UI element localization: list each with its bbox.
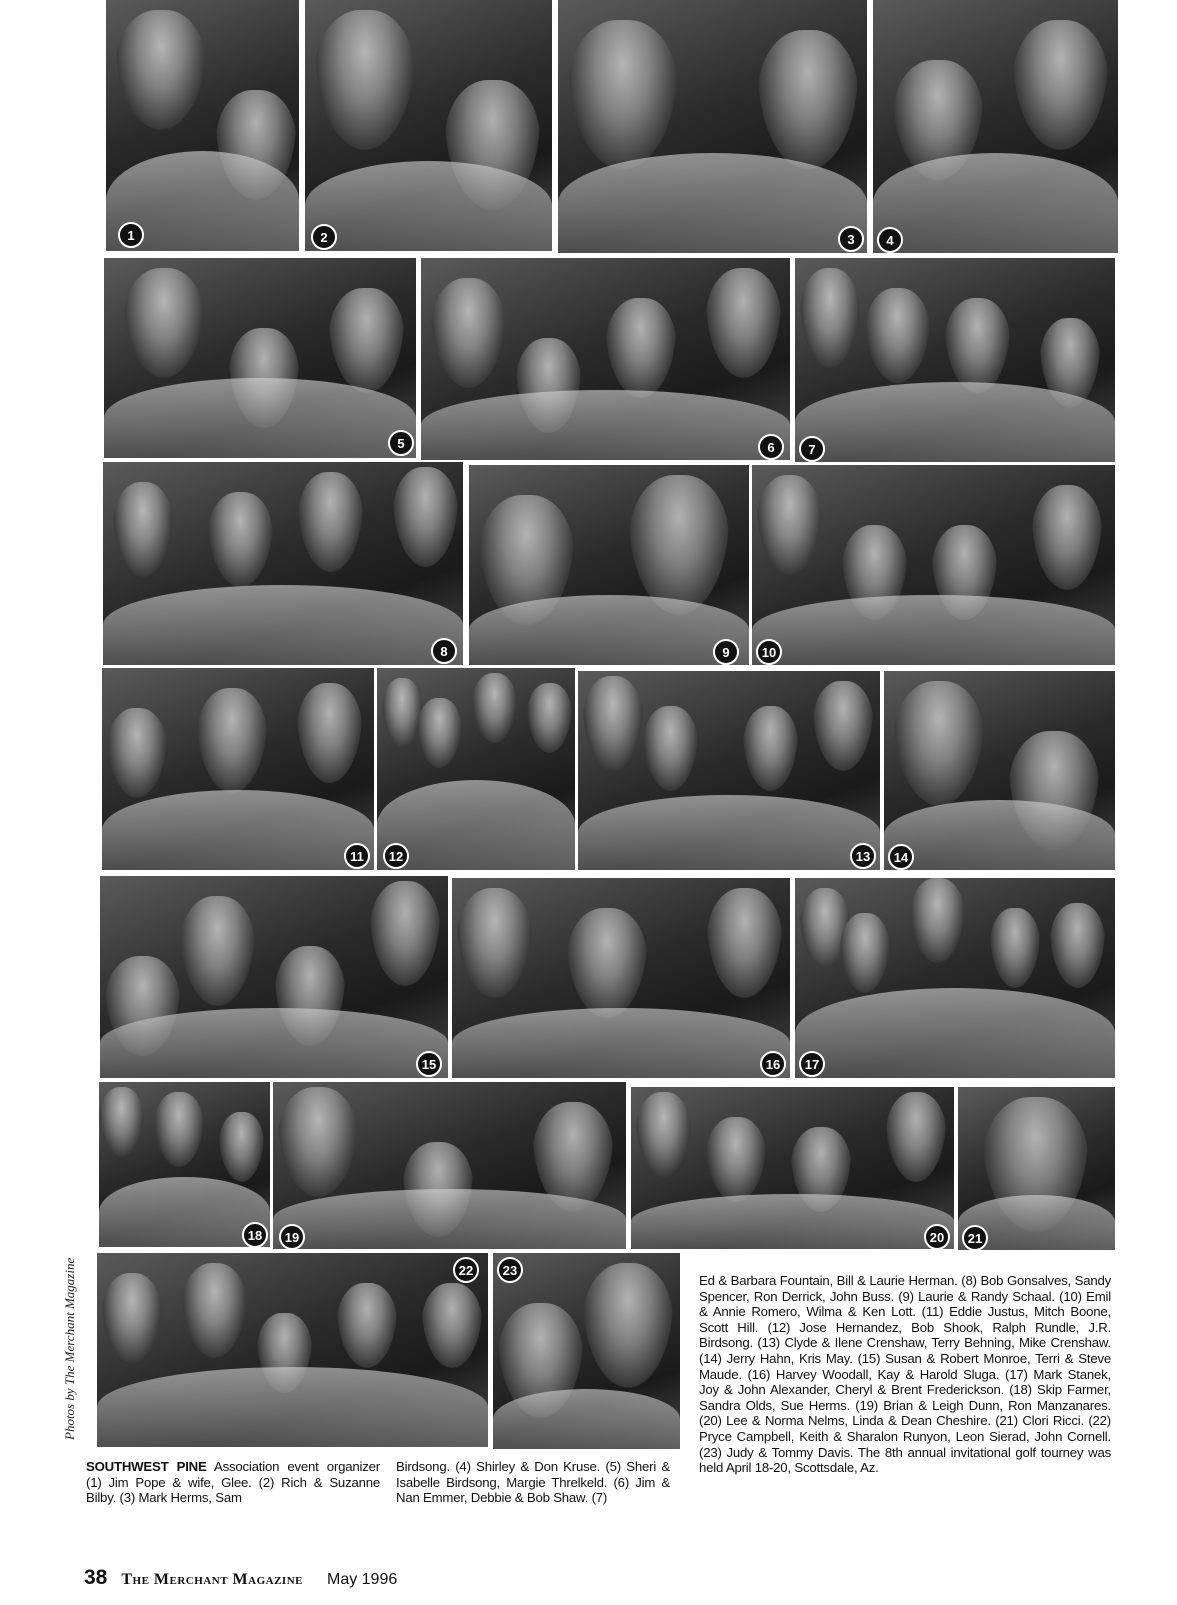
photo-10 [752,465,1115,665]
photo-number-badge: 2 [311,224,337,250]
photo-12 [377,668,575,870]
caption-column-1 [86,1459,380,1506]
photo-19 [273,1082,626,1249]
photo-7 [795,258,1115,462]
photo-23 [493,1253,680,1449]
photo-16 [452,878,790,1078]
photo-number-badge: 8 [431,638,457,664]
photo-9 [469,465,749,665]
photo-22 [97,1253,488,1447]
photo-13 [578,671,880,870]
photo-number-badge: 7 [799,436,825,462]
photo-number-badge: 17 [799,1051,825,1077]
photo-2 [305,0,552,251]
photo-number-badge: 23 [497,1257,523,1283]
caption-column-3 [699,1273,1111,1476]
photo-18 [99,1082,270,1247]
photo-17 [795,878,1115,1078]
photo-8 [103,462,463,665]
photo-3 [558,0,867,253]
photo-number-badge: 16 [760,1051,786,1077]
photo-number-badge: 10 [756,639,782,665]
photo-number-badge: 21 [962,1225,988,1250]
photo-1 [106,0,299,251]
photo-5 [104,258,416,458]
photo-number-badge: 12 [383,843,409,869]
photo-4 [873,0,1118,253]
photo-11 [102,668,374,870]
photo-number-badge: 9 [713,639,739,665]
photo-credit: Photos by The Merchant Magazine [62,1257,77,1440]
magazine-name: The Merchant Magazine [121,1571,303,1588]
issue-date: May 1996 [326,1571,398,1588]
caption-text: Birdsong. (4) Shirley & Don Kruse. (5) Sheri & Isabelle Birdsong, Margie Threlkeld. (6) Jim & Nan Emmer, Debbie & Bob Shaw. (7) [396,1459,670,1506]
photo-number-badge: 13 [850,843,876,869]
photo-number-badge: 19 [279,1224,305,1249]
caption-lead: SOUTHWEST PINE [86,1459,207,1474]
photo-20 [631,1087,954,1249]
caption-text: Ed & Barbara Fountain, Bill & Laurie Herman. (8) Bob Gonsalves, Sandy Spencer, Ron Derrick, John Buss. (9) Laurie & Randy Schaal. (10) Emil & Annie Romero, Wilma & Ken Lott. (11) Eddie Justus, Mitch Boone, Scott Hill. (12) Jose Hernandez, Bob Shook, Ralph Rundle, J.R. Birdsong. (13) Clyde & Ilene Crenshaw, Terry Behning, Mike Crenshaw. (14) Jerry Hahn, Kris May. (15) Susan & Robert Monroe, Terri & Steve Maude. (16) Harvey Woodall, Kay & Harold Sluga. (17) Mark Stanek, Joy & John Alexander, Cheryl & Brent Frederickson. (18) Skip Farmer, Sandra Olds, Sue Herms. (19) Brian & Leigh Dunn, Ron Manzanares. (20) Lee & Norma Nelms, Linda & Dean Cheshire. (21) Clori Ricci. (22) Pryce Campbell, Keith & Sharalon Runyon, Leon Sierad, John Cornell. (23) Judy & Tommy Davis. The 8th annual invitational golf tourney was held April 18-20, Scottsdale, Az. [699,1273,1111,1476]
photo-number-badge: 1 [118,222,144,248]
photo-number-badge: 20 [924,1224,950,1249]
photo-number-badge: 14 [888,844,914,870]
photo-15 [100,876,448,1078]
photo-number-badge: 4 [877,227,903,253]
page-footer [84,1566,397,1590]
photo-21 [958,1087,1115,1250]
caption-column-2 [396,1459,670,1506]
photo-number-badge: 18 [242,1222,268,1247]
photo-14 [884,671,1115,870]
photo-6 [421,258,790,460]
photo-number-badge: 6 [758,434,784,460]
caption-text: Association event organizer (1) Jim Pope & wife, Glee. (2) Rich & Suzanne Bilby. (3) Mark Herms, Sam [86,1459,380,1506]
photo-number-badge: 5 [388,430,414,456]
photo-number-badge: 22 [453,1257,479,1283]
photo-number-badge: 11 [344,843,370,869]
photo-number-badge: 3 [838,226,864,252]
page-number: 38 [84,1566,108,1589]
photo-number-badge: 15 [416,1051,442,1077]
